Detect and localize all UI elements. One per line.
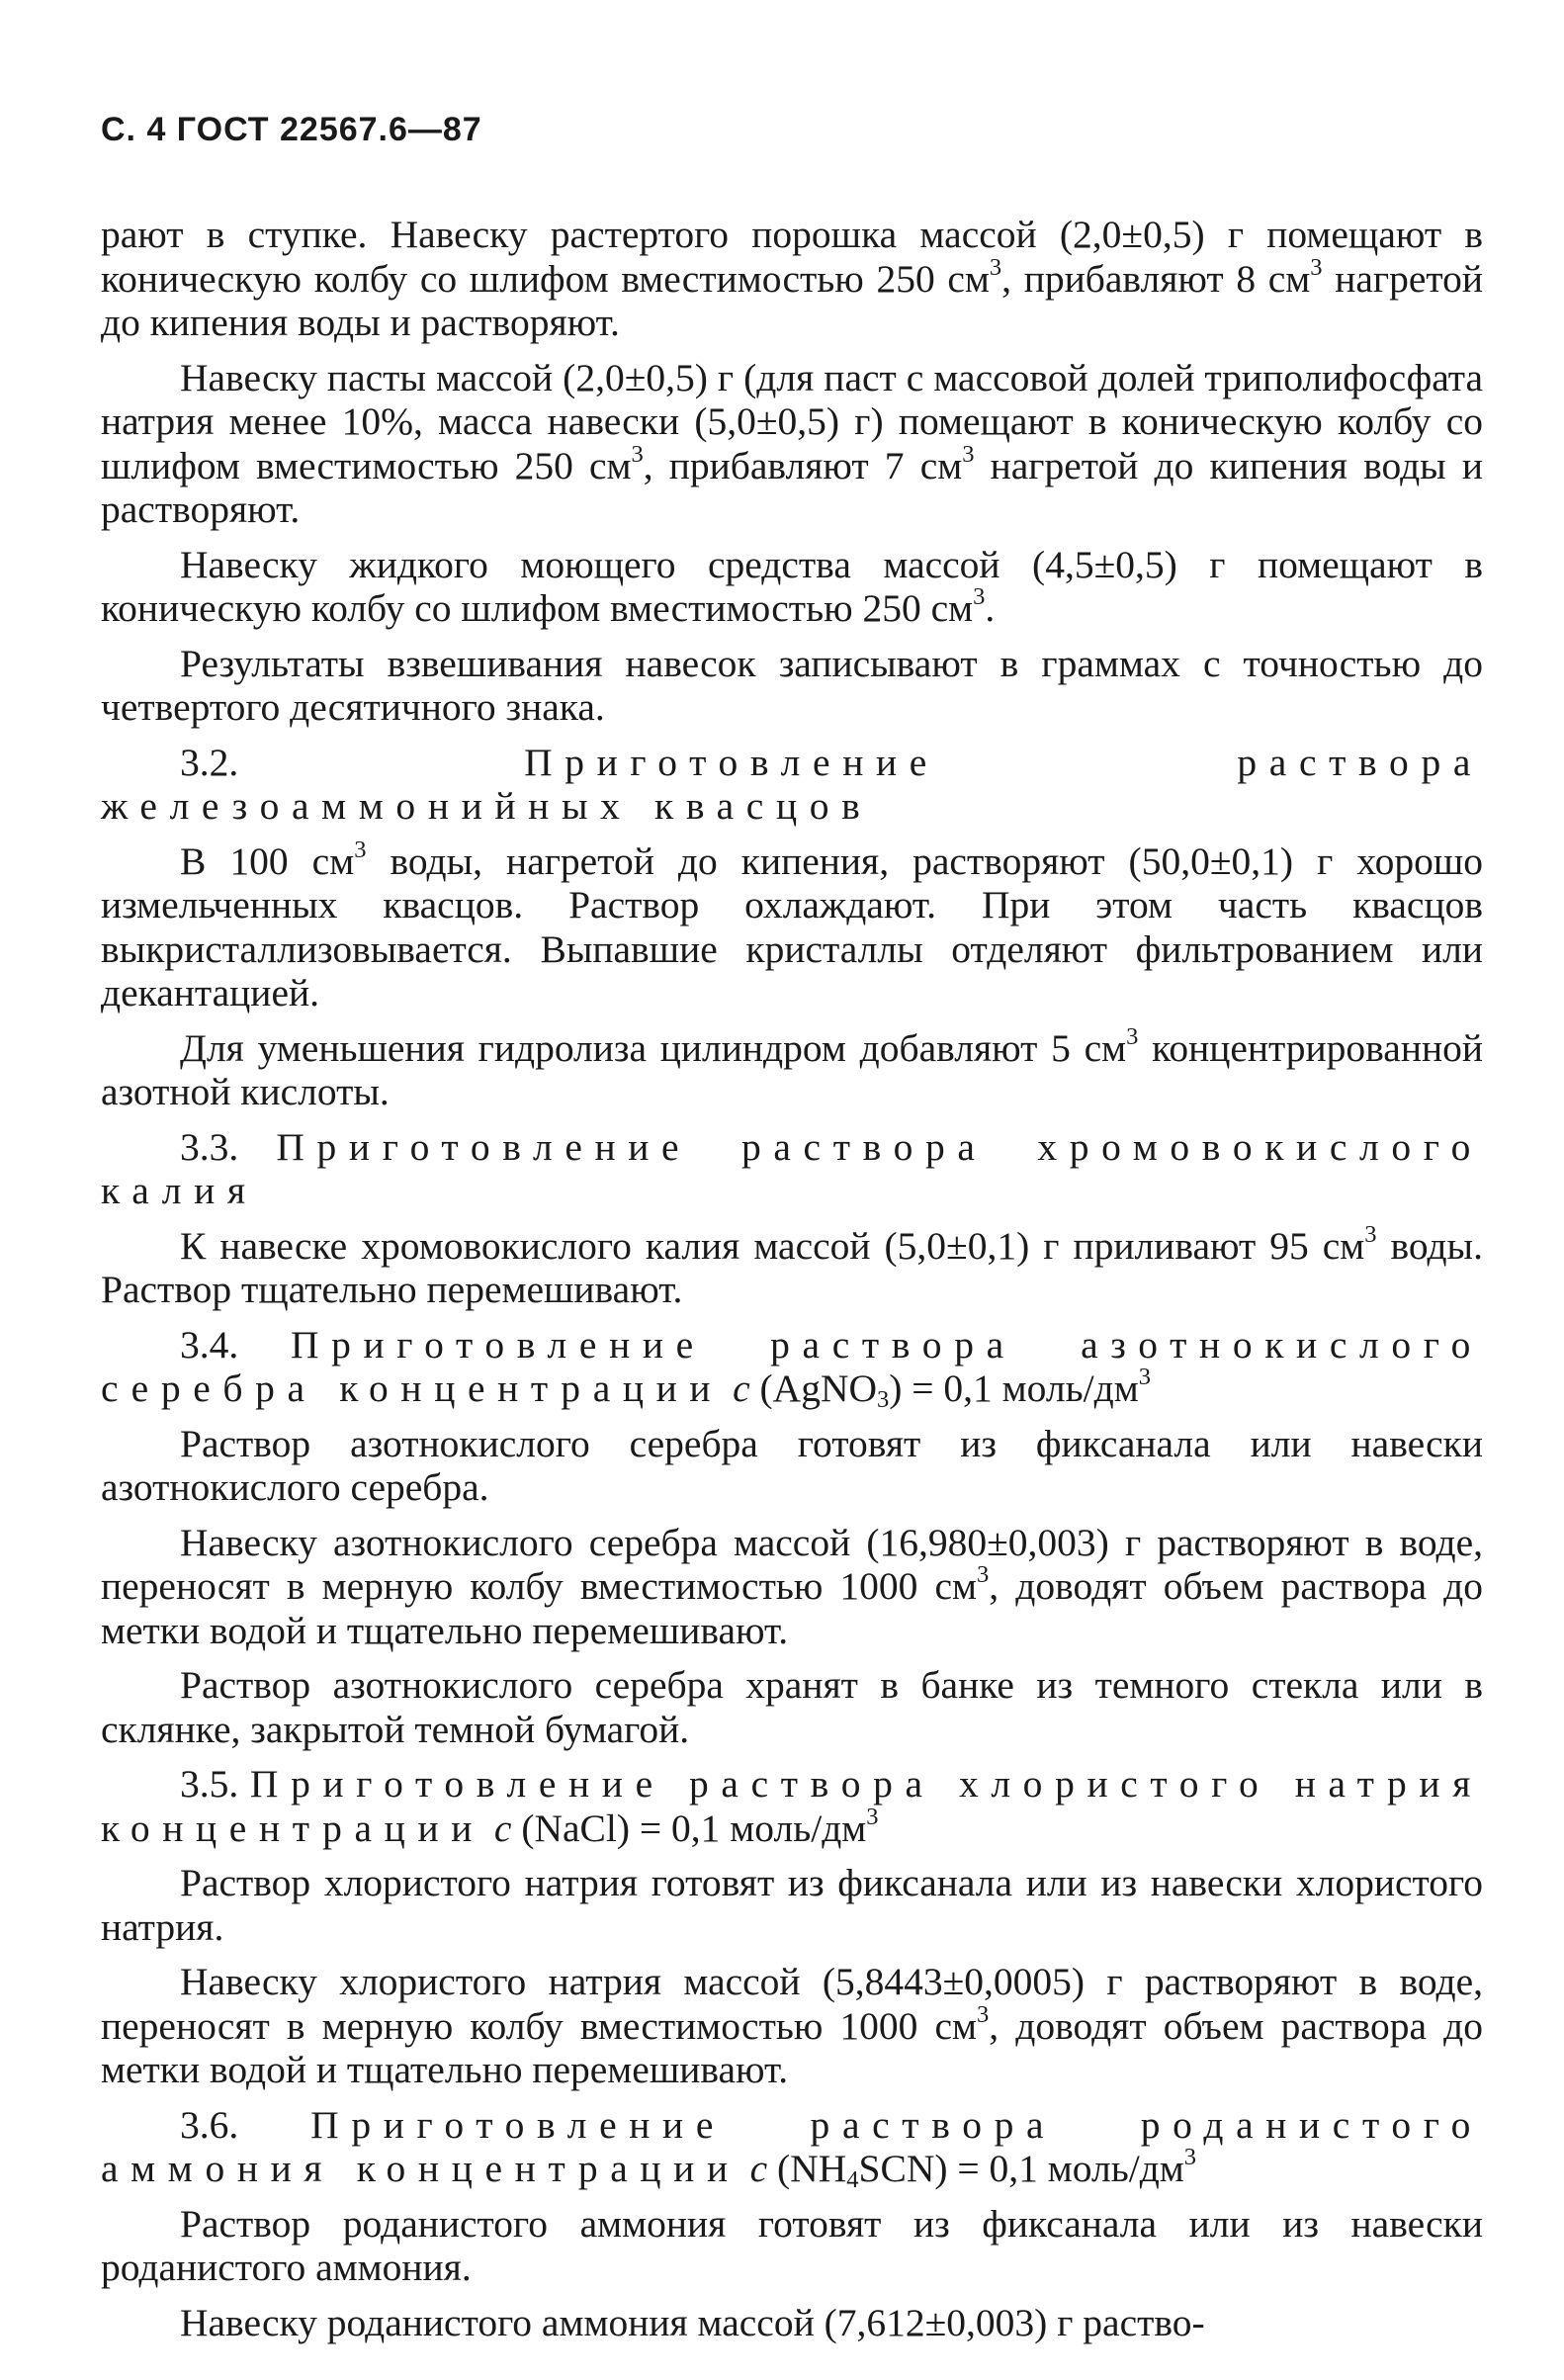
- paragraph-3-6-1: Раствор роданистого аммония готовят из фиксанала или из навески роданистого аммония.: [101, 2201, 1483, 2289]
- section-heading-3-3: 3.3. Приготовление раствора хромовокислого калия: [101, 1124, 1483, 1212]
- document-body: [101, 213, 1483, 2344]
- paragraph-3-4-2: Навеску азотнокислого серебра массой (16,980±0,003) г растворяют в воде, переносят в мерную колбу вместимостью 1000 $см^3$, доводят объем раствора до метки водой и тщательно перемешивают.: [101, 1520, 1483, 1652]
- paragraph-3-3-1: К навеске хромовокислого калия массой (5,0±0,1) г приливают 95 $см^3$ воды. Раствор тщательно перемешивают.: [101, 1220, 1483, 1311]
- paragraph-3-4-1: Раствор азотнокислого серебра готовят из фиксанала или навески азотнокислого серебра.: [101, 1421, 1483, 1509]
- paragraph-3-2-1: В 100 $см^3$ воды, нагретой до кипения, растворяют (50,0±0,1) г хорошо измельченных квасцов. Раствор охлаждают. При этом часть квасцов выкристаллизовывается. Выпавшие кристаллы отделяют фильтрованием или декантацией.: [101, 836, 1483, 1014]
- paragraph-3-2-2: Для уменьшения гидролиза цилиндром добавляют 5 $см^3$ концентрированной азотной кислоты.: [101, 1022, 1483, 1113]
- section-heading-3-6: 3.6. Приготовление раствора роданистого аммония концентрации c $(NH_4SCN) = 0,1$ моль/$дм^3$: [101, 2102, 1484, 2194]
- paragraph-3-4-3: Раствор азотнокислого серебра хранят в банке из темного стекла или в склянке, закрытой темной бумагой.: [101, 1663, 1483, 1751]
- page-header: С. 4 ГОСТ 22567.6—87: [101, 111, 482, 148]
- paragraph-weighing-results: Результаты взвешивания навесок записывают в граммах с точностью до четвертого десятичного знака.: [101, 641, 1483, 729]
- section-heading-3-2: 3.2. Приготовление раствора железоаммонийных квасцов: [101, 740, 1484, 828]
- paragraph-3-6-2: Навеску роданистого аммония массой (7,612±0,003) г раство-: [180, 2300, 1205, 2344]
- paragraph-continued: рают в ступке. Навеску растертого порошка массой (2,0±0,5) г помещают в коническую колбу со шлифом вместимостью 250 $см^3$, прибавляют 8 $см^3$ нагретой до кипения воды и растворяют.: [101, 213, 1483, 344]
- section-heading-3-5: 3.5. Приготовление раствора хлористого натрия концентрации c (NaCl) = 0,1 моль/$дм^3$: [101, 1762, 1484, 1850]
- paragraph-liquid-sample: Навеску жидкого моющего средства массой (4,5±0,5) г помещают в коническую колбу со шлифом вместимостью 250 $см^3$.: [101, 542, 1483, 630]
- paragraph-3-5-2: Навеску хлористого натрия массой (5,8443±0,0005) г растворяют в воде, переносят в мерную колбу вместимостью 1000 $см^3$, доводят объем раствора до метки водой и тщательно перемешивают.: [101, 1960, 1483, 2091]
- section-heading-3-4: 3.4. Приготовление раствора азотнокислого серебра концентрации c (AgNO$_3$) = 0,1 моль/$дм^3$: [101, 1322, 1483, 1414]
- paragraph-paste-sample: Навеску пасты массой (2,0±0,5) г (для паст с массовой долей триполифосфата натрия менее 10%, масса навески (5,0±0,5) г) помещают в коническую колбу со шлифом вместимостью 250 $см^3$, прибавляют 7 $см^3$ нагретой до кипения воды и растворяют.: [101, 355, 1483, 531]
- paragraph-3-5-1: Раствор хлористого натрия готовят из фиксанала или из навески хлористого натрия.: [101, 1861, 1483, 1949]
